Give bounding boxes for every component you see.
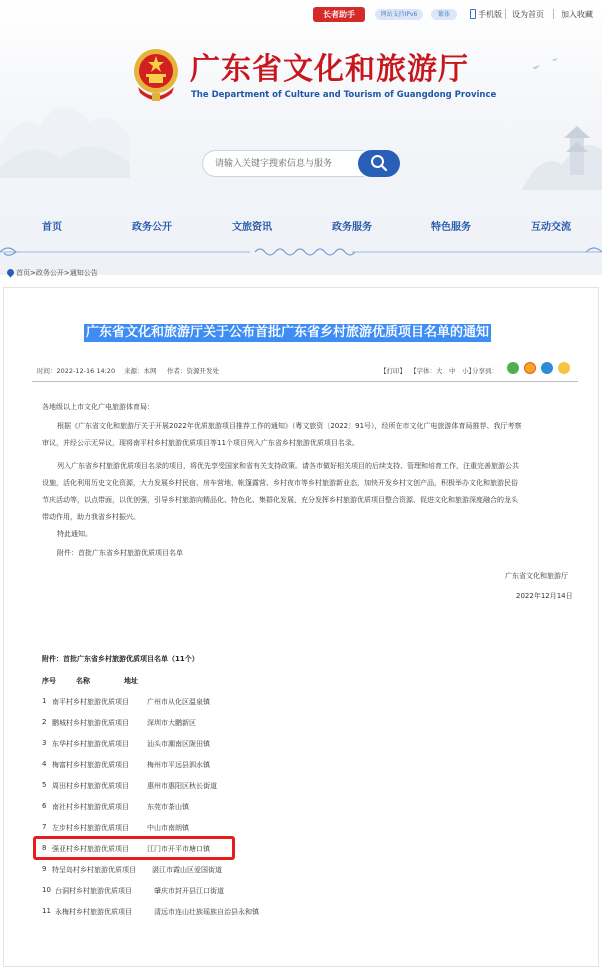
mobile-version-link[interactable]: 手机版 — [478, 10, 502, 19]
row-number: 2 — [42, 718, 47, 726]
breadcrumb-notices[interactable]: 通知公告 — [69, 269, 98, 277]
site-title: 广东省文化和旅游厅 — [190, 52, 469, 87]
row-number: 11 — [42, 907, 51, 915]
signature-date: 2022年12月14日 — [516, 592, 573, 600]
article-source: 来源：本网 — [124, 367, 157, 375]
project-location: 广州市从化区温泉镇 — [147, 698, 210, 706]
closing-line: 特此通知。 — [57, 530, 92, 538]
row-number: 9 — [42, 865, 47, 873]
divider — [553, 9, 554, 19]
project-location: 江门市开平市塘口镇 — [147, 845, 210, 853]
favorite-icon[interactable] — [558, 362, 570, 374]
ipv6-badge: 网站支持IPv6 — [375, 9, 423, 20]
project-location: 梅州市平远县泗水镇 — [147, 761, 210, 769]
project-location: 中山市南朗镇 — [147, 824, 189, 832]
paragraph-1-line-2: 审议，并经公示无异议，现将南平村乡村旅游优质项目等11个项目列入广东省乡村旅游优质项目名录。 — [42, 439, 359, 447]
column-header-name: 名称 — [76, 677, 90, 685]
font-size-controls[interactable]: 【字体：大 中 小】 — [410, 367, 475, 375]
search-button[interactable] — [358, 150, 400, 177]
add-favorite-link[interactable]: 加入收藏 — [561, 10, 593, 19]
nav-item-home[interactable]: 首页 — [42, 222, 62, 233]
pagoda-decoration-right — [522, 40, 602, 190]
share-label: 分享到： — [472, 367, 498, 375]
breadcrumb-separator: > — [63, 269, 70, 277]
column-header-location: 地址 — [124, 677, 138, 685]
project-name: 特呈岛村乡村旅游优质项目 — [52, 866, 136, 874]
row-number: 4 — [42, 760, 47, 768]
weibo-icon[interactable] — [524, 362, 536, 374]
highlight-annotation — [33, 836, 235, 860]
project-location: 肇庆市封开县江口街道 — [154, 887, 224, 895]
set-homepage-link[interactable]: 设为首页 — [512, 10, 544, 19]
qzone-icon[interactable] — [541, 362, 553, 374]
project-name: 周田村乡村旅游优质项目 — [52, 782, 129, 790]
article-title: 广东省文化和旅游厅关于公布首批广东省乡村旅游优质项目名单的通知 — [86, 325, 490, 340]
column-header-number: 序号 — [42, 677, 56, 685]
paragraph-2-line-4: 带动作用，助力我省乡村振兴。 — [42, 513, 140, 521]
row-number: 1 — [42, 697, 47, 705]
project-name: 鹏城村乡村旅游优质项目 — [52, 719, 129, 727]
row-number: 3 — [42, 739, 47, 747]
nav-item-government-affairs[interactable]: 政务公开 — [132, 222, 172, 233]
breadcrumb — [7, 268, 98, 278]
traditional-chinese-link[interactable]: 繁体 — [431, 9, 457, 20]
project-location: 东莞市茶山镇 — [147, 803, 189, 811]
project-location: 深圳市大鹏新区 — [147, 719, 196, 727]
elder-assistant-button[interactable] — [313, 7, 365, 22]
project-name: 强亚村乡村旅游优质项目 — [52, 845, 129, 853]
nav-item-government-services[interactable]: 政务服务 — [332, 222, 372, 233]
wechat-icon[interactable] — [507, 362, 519, 374]
project-location: 惠州市惠阳区秋长街道 — [147, 782, 217, 790]
location-pin-icon — [6, 268, 16, 278]
attachment-heading: 附件：首批广东省乡村旅游优质项目名单（11个） — [42, 655, 199, 663]
project-name: 永梅村乡村旅游优质项目 — [55, 908, 132, 916]
project-name: 左步村乡村旅游优质项目 — [52, 824, 129, 832]
paragraph-2-line-2: 设施，活化利用历史文化资源，大力发展乡村民宿、房车营地、帐篷露营、乡村夜市等乡村旅游新业态，加快开发乡村文创产品，积极举办文化和旅游民俗 — [42, 479, 518, 487]
paragraph-2-line-1: 列入广东省乡村旅游优质项目名录的项目，将优先享受国家和省有关支持政策。请各市做好相关项目的后续支持、管理和培育工作，注重完善旅游公共 — [57, 462, 519, 470]
main-navigation — [0, 218, 602, 236]
breadcrumb-government-affairs[interactable]: 政务公开 — [35, 269, 64, 277]
elder-assistant-label: 长者助手 — [323, 10, 355, 19]
breadcrumb-separator: > — [30, 269, 36, 277]
row-number: 6 — [42, 802, 47, 810]
mountain-decoration-left — [0, 28, 130, 178]
project-location: 湛江市霞山区爱国街道 — [152, 866, 222, 874]
nav-item-culture-tourism-news[interactable]: 文旅资讯 — [232, 222, 272, 233]
meta-divider — [32, 381, 578, 382]
project-location: 清远市连山壮族瑶族自治县永和镇 — [154, 908, 259, 916]
nav-item-featured-services[interactable]: 特色服务 — [431, 222, 471, 233]
project-name: 东华村乡村旅游优质项目 — [52, 740, 129, 748]
greeting: 各地级以上市文化广电旅游体育局： — [42, 403, 154, 411]
cloud-divider — [0, 244, 602, 260]
row-number: 8 — [42, 844, 47, 852]
signature: 广东省文化和旅游厅 — [505, 572, 568, 580]
row-number: 5 — [42, 781, 47, 789]
search-input[interactable] — [202, 150, 364, 177]
project-name: 台洞村乡村旅游优质项目 — [55, 887, 132, 895]
top-utility-bar — [0, 7, 602, 23]
paragraph-1-line-1: 根据《广东省文化和旅游厅关于开展2022年优质旅游项目推荐工作的通知》（粤文旅资〔2022〕91号），经所在市文化广电旅游体育局推荐、我厅考察 — [57, 422, 522, 430]
project-name: 南社村乡村旅游优质项目 — [52, 803, 129, 811]
search-icon — [370, 154, 388, 172]
row-number: 10 — [42, 886, 51, 894]
attachment-line[interactable]: 附件：首批广东省乡村旅游优质项目名单 — [57, 549, 183, 557]
paragraph-2-line-3: 节庆活动等，以点带面，以优创强，引导乡村旅游向精品化、特色化、集群化发展，充分发挥乡村旅游优质项目整合资源、促进文化和旅游深度融合的龙头 — [42, 496, 518, 504]
national-emblem — [132, 47, 180, 103]
project-name: 梅富村乡村旅游优质项目 — [52, 761, 129, 769]
project-name: 南平村乡村旅游优质项目 — [52, 698, 129, 706]
project-location: 汕头市潮南区陇田镇 — [147, 740, 210, 748]
mobile-icon — [470, 9, 476, 19]
nav-item-interaction[interactable]: 互动交流 — [531, 222, 571, 233]
publish-time: 时间：2022-12-16 14:20 — [37, 367, 116, 375]
site-subtitle: The Department of Culture and Tourism of Guangdong Province — [191, 90, 497, 100]
article-author: 作者：资源开发处 — [167, 367, 219, 375]
print-link[interactable]: 【打印】 — [380, 367, 406, 375]
divider — [505, 9, 506, 19]
breadcrumb-home[interactable]: 首页 — [16, 269, 30, 277]
row-number: 7 — [42, 823, 47, 831]
